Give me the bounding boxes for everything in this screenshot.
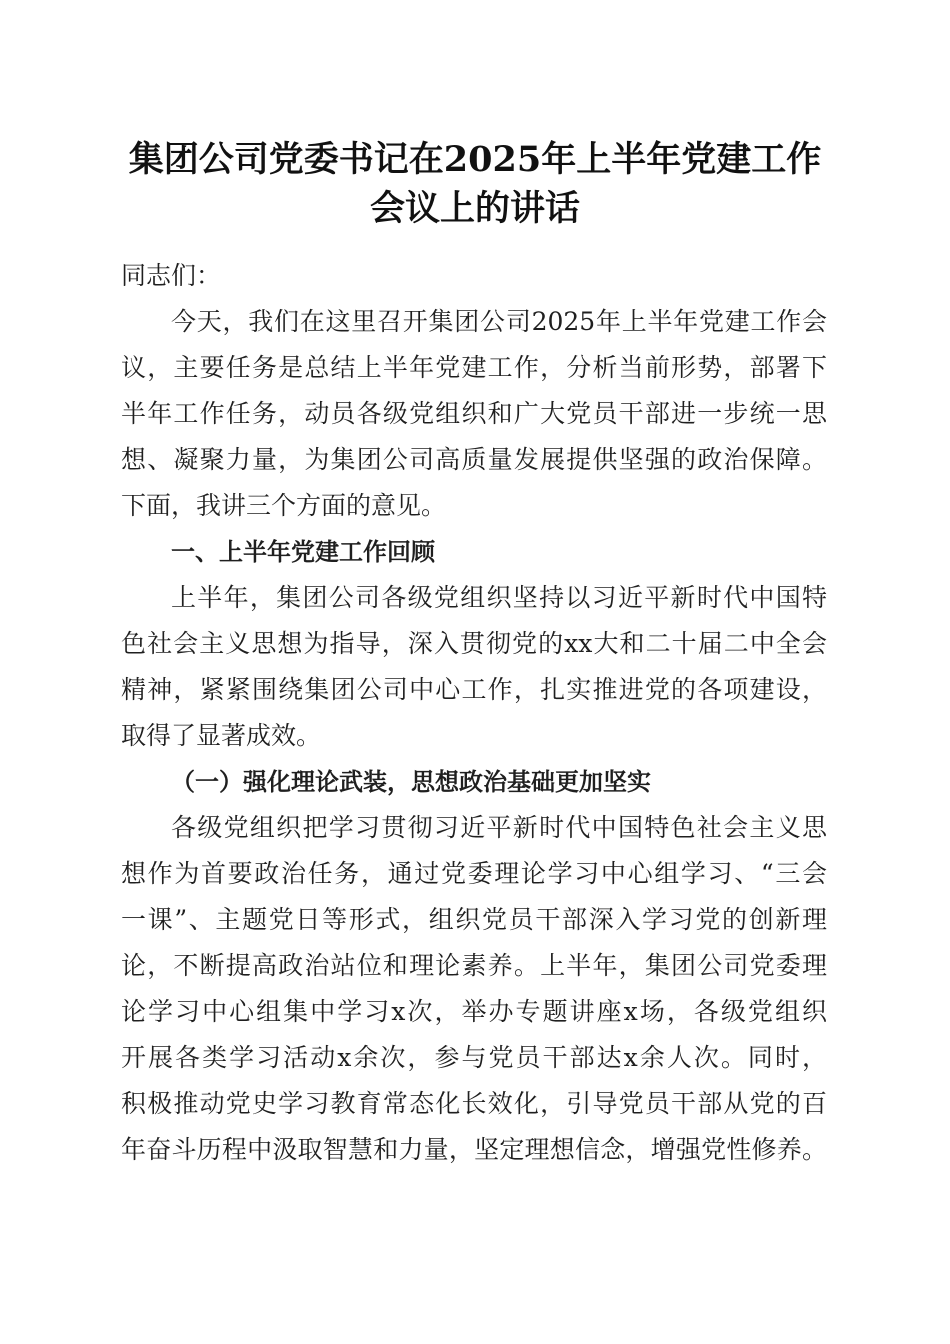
document-title-line-1: 集团公司党委书记在2025年上半年党建工作 xyxy=(128,139,822,180)
paragraph-line: 一课”、主题党日等形式，组织党员干部深入学习党的创新理 xyxy=(121,905,827,934)
paragraph-line: 色社会主义思想为指导，深入贯彻党的xx大和二十届二中全会 xyxy=(121,629,827,658)
paragraph-line: 各级党组织把学习贯彻习近平新时代中国特色社会主义思 xyxy=(171,813,827,842)
section-heading-1: 一、上半年党建工作回顾 xyxy=(171,538,435,566)
paragraph-line: 取得了显著成效。 xyxy=(121,721,322,750)
paragraph-intro xyxy=(121,299,827,529)
subsection-heading-1: （一）强化理论武装，思想政治基础更加坚实 xyxy=(171,767,651,796)
paragraph-line: 年奋斗历程中汲取智慧和力量，坚定理想信念，增强党性修养。 xyxy=(121,1135,827,1164)
paragraph-line: 论学习中心组集中学习x次，举办专题讲座x场，各级党组织 xyxy=(121,997,827,1026)
document-title-line-2: 会议上的讲话 xyxy=(369,188,580,229)
paragraph-line: 下面，我讲三个方面的意见。 xyxy=(121,491,447,520)
paragraph-line: 议，主要任务是总结上半年党建工作，分析当前形势，部署下 xyxy=(121,353,827,382)
paragraph-theory xyxy=(121,805,827,1173)
paragraph-line: 今天，我们在这里召开集团公司2025年上半年党建工作会 xyxy=(171,307,827,336)
paragraph-line: 想作为首要政治任务，通过党委理论学习中心组学习、“三会 xyxy=(121,859,827,888)
paragraph-line: 开展各类学习活动x余次，参与党员干部达x余人次。同时， xyxy=(121,1043,827,1072)
paragraph-line: 积极推动党史学习教育常态化长效化，引导党员干部从党的百 xyxy=(121,1089,827,1118)
paragraph-review xyxy=(121,575,827,759)
document-body xyxy=(121,253,827,1173)
paragraph-line: 精神，紧紧围绕集团公司中心工作，扎实推进党的各项建设， xyxy=(121,675,827,704)
salutation: 同志们： xyxy=(121,261,222,290)
paragraph-line: 想、凝聚力量，为集团公司高质量发展提供坚强的政治保障。 xyxy=(121,445,827,474)
paragraph-line: 上半年，集团公司各级党组织坚持以习近平新时代中国特 xyxy=(171,583,827,612)
paragraph-line: 半年工作任务，动员各级党组织和广大党员干部进一步统一思 xyxy=(121,399,827,428)
paragraph-line: 论，不断提高政治站位和理论素养。上半年，集团公司党委理 xyxy=(121,951,827,980)
